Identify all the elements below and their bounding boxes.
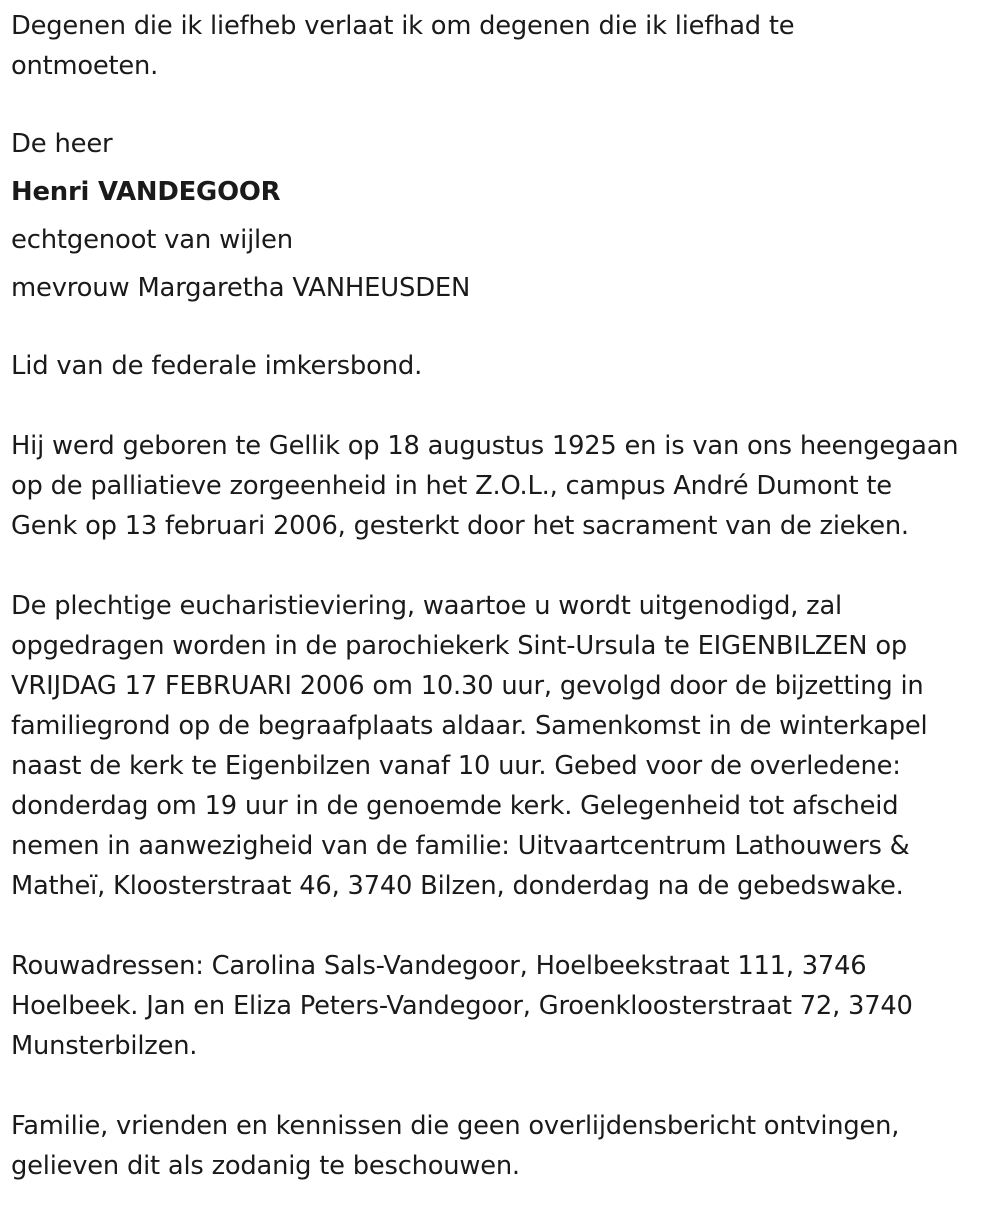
motto-paragraph	[11, 6, 996, 86]
ceremony-line: VRIJDAG 17 FEBRUARI 2006 om 10.30 uur, gevolgd door de bijzetting in	[11, 671, 924, 701]
ceremony-line: donderdag om 19 uur in de genoemde kerk. Gelegenheid tot afscheid	[11, 791, 899, 821]
title-prefix: De heer	[11, 129, 113, 159]
ceremony-line: Matheï, Kloosterstraat 46, 3740 Bilzen, donderdag na de gebedswake.	[11, 871, 904, 901]
deceased-name: Henri VANDEGOOR	[11, 177, 281, 207]
mourning-addresses-paragraph	[11, 946, 996, 1066]
mourning-address-line: Rouwadressen: Carolina Sals-Vandegoor, Hoelbeekstraat 111, 3746	[11, 951, 867, 981]
ceremony-line: opgedragen worden in de parochiekerk Sint-Ursula te EIGENBILZEN op	[11, 631, 907, 661]
motto-line: ontmoeten.	[11, 51, 159, 81]
closing-notice-line: Familie, vrienden en kennissen die geen overlijdensbericht ontvingen,	[11, 1111, 900, 1141]
obituary-document	[11, 0, 996, 1186]
closing-notice-line: gelieven dit als zodanig te beschouwen.	[11, 1151, 520, 1181]
ceremony-line: familiegrond op de begraafplaats aldaar. Samenkomst in de winterkapel	[11, 711, 928, 741]
birth-death-line: Hij werd geboren te Gellik op 18 augustus 1925 en is van ons heengegaan	[11, 431, 959, 461]
birth-death-line: Genk op 13 februari 2006, gesterkt door het sacrament van de zieken.	[11, 511, 909, 541]
spouse-name: mevrouw Margaretha VANHEUSDEN	[11, 273, 471, 303]
closing-notice-paragraph	[11, 1106, 996, 1186]
ceremony-line: naast de kerk te Eigenbilzen vanaf 10 uur. Gebed voor de overledene:	[11, 751, 901, 781]
mourning-address-line: Hoelbeek. Jan en Eliza Peters-Vandegoor, Groenkloosterstraat 72, 3740	[11, 991, 913, 1021]
ceremony-line: De plechtige eucharistieviering, waartoe u wordt uitgenodigd, zal	[11, 591, 842, 621]
ceremony-paragraph	[11, 586, 996, 906]
birth-death-line: op de palliatieve zorgeenheid in het Z.O.L., campus André Dumont te	[11, 471, 892, 501]
membership-text: Lid van de federale imkersbond.	[11, 351, 423, 381]
birth-death-paragraph	[11, 426, 996, 546]
ceremony-line: nemen in aanwezigheid van de familie: Uitvaartcentrum Lathouwers &	[11, 831, 910, 861]
motto-line: Degenen die ik liefheb verlaat ik om degenen die ik liefhad te	[11, 11, 795, 41]
spouse-relation: echtgenoot van wijlen	[11, 225, 293, 255]
mourning-address-line: Munsterbilzen.	[11, 1031, 198, 1061]
